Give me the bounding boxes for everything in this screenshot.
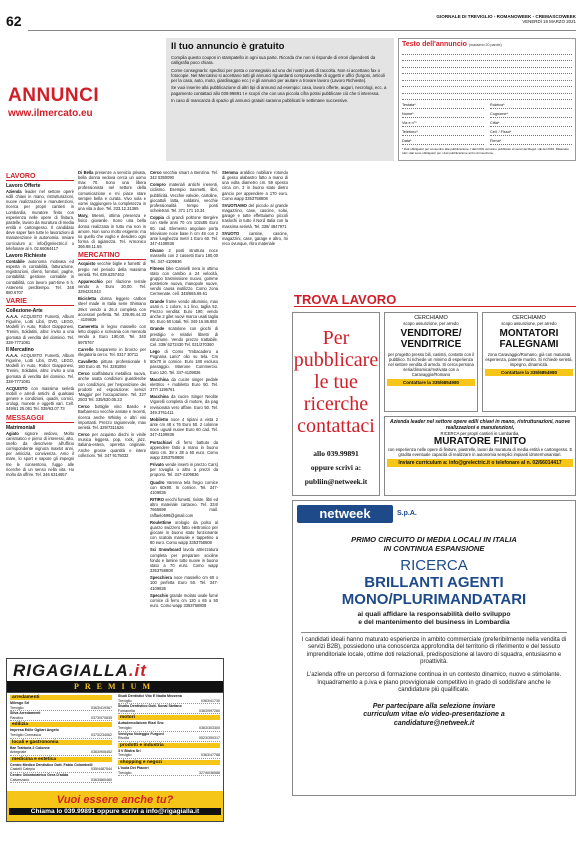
job-ad-subkicker: scopo assunzione, per arredo <box>501 321 557 326</box>
classified-ad-text: di ferro battuto da appendere fatto a mano in buono stato cm. 38 x 38 a 60 euro. Como wapp 3353758808 <box>150 439 218 460</box>
classified-ad-lead: Divano <box>150 248 164 254</box>
classified-ad-text: vecchi fumetti, riviste, libri ed altro materiale cartaceo. Tel. 334/ 7665699 mail. raffaelo598@gmail.com <box>150 497 218 518</box>
classified-ad-text: araldico nobiliare rotondo di gesso alabastro fatto a mano di una volta diametro cm. 59 spesso circa cm. 3 in buono stato dietro gancio per appendere a 170 euro. Como wapp 3353758808 <box>222 170 288 201</box>
classified-ad <box>150 326 218 347</box>
job-ad-text: zona Caravaggio/Romano, già con maturata esperienza, patente munito. Si richiede serietà, impegno, dinamicità. <box>485 352 573 367</box>
directory-phone[interactable]: 0523/350317 <box>199 736 220 741</box>
column-4 <box>222 170 288 248</box>
classified-ad-lead: SVUOTIAMO <box>222 202 247 208</box>
classified-ad-text: per acquisto dischi in vinile musica leggera, pop, rock, jazz, italiana-estera, operetta originale. Anche grosse quantità e intere collezioni. Tel. 347 9175032 <box>78 432 146 458</box>
netweek-job-ad <box>292 500 576 796</box>
free-ad-paragraph: Se vuoi inserire alla pubblicazione di altri tipi di annunci ad esempio: casa, lavoro offerte, auguri, necrologi, ecc. a pagamento contattaci allo 039.99891 t e scopri che con una piccola cifra potrai pubblicare ciò che ti interessa. <box>171 85 387 96</box>
publish-contact-box <box>292 312 380 496</box>
classified-ad-lead: RITIRO <box>150 497 164 503</box>
classified-ad-text: di Como "Imbacadero a Pognana Lario" olio su tela. Cm 60x70 in cornice. Euro 180 escluso passaggio. Marrone Commercio. Euro 120. Tel. 347-4109836 <box>150 349 218 375</box>
job-ad-company: Azienda leader nel settore opere edili chiavi in mano, ristrutturazioni, nuove realizzazioni e manutenzioni, <box>389 419 571 431</box>
netweek-apply: Per partecipare alla selezione inviare curriculum vitae e/o video-presentazione a candidature@netweek.it <box>363 702 505 727</box>
directory-category: edilizia <box>10 722 112 727</box>
coupon-field[interactable]: Telefono* <box>402 130 484 136</box>
directory-phone[interactable]: 0363/905452 <box>91 750 112 755</box>
classified-ad-lead: Coppia <box>150 215 164 221</box>
coupon-field[interactable]: Firma* <box>490 139 572 145</box>
free-ad-title: Il tuo annuncio è gratuito <box>171 41 285 52</box>
classified-subheading: Il Mercatino <box>6 346 34 353</box>
rigagialla-right-list <box>115 693 223 791</box>
classified-ad <box>78 371 146 402</box>
directory-entry <box>118 736 220 742</box>
classified-ad-lead: Specchiera <box>150 575 172 581</box>
directory-entry <box>10 733 112 739</box>
classified-subheading: Matrimoniali <box>6 424 36 431</box>
classified-ad <box>150 215 218 246</box>
classified-ad-lead: Roulettime <box>150 519 172 525</box>
coupon-write-line[interactable] <box>402 94 572 101</box>
directory-business-name: 3 V Biotra Srl <box>118 748 141 753</box>
netweek-ricerca: RICERCA <box>400 557 468 574</box>
classified-ad <box>150 480 218 495</box>
directory-category: arredamenti <box>10 695 112 700</box>
coupon-field[interactable]: Rubrica* <box>490 103 572 109</box>
ad-coupon <box>398 38 576 161</box>
classified-ad-lead: Contabile <box>6 258 25 264</box>
directory-phone[interactable]: 035/4487544 <box>91 767 112 772</box>
directory-place: Pandino <box>10 715 24 720</box>
publish-headline-line: contattaci <box>297 415 375 437</box>
classified-ad-lead: Cerco <box>150 170 162 175</box>
classified-section-heading: MESSAGGI <box>6 415 74 423</box>
classified-ad <box>78 296 146 322</box>
page-header <box>350 14 576 24</box>
directory-phone[interactable]: 0373/234062 <box>91 732 112 737</box>
classified-ad <box>6 386 74 412</box>
coupon-field[interactable]: Data* <box>402 139 484 145</box>
classified-ad-lead: Bicicletta <box>78 296 97 302</box>
classified-ad <box>78 404 146 430</box>
classified-ad <box>150 520 218 546</box>
classified-ad-lead: Macchina <box>150 394 169 400</box>
directory-business-name: Studio Dentistico Dott. Sonai Stefano <box>118 704 182 709</box>
classified-ad-text: trasparente in bronzo per rilegatoria cerco. Tel. 0317 30711 <box>78 346 146 357</box>
trova-lavoro-rule <box>294 306 576 307</box>
classified-ad <box>78 213 146 249</box>
section-title: ANNUNCI <box>8 85 100 106</box>
directory-phone[interactable]: 0363/860460 <box>91 777 112 782</box>
classified-section-heading: MERCATINO <box>78 252 146 260</box>
job-ad-contact[interactable]: Contattare la 335/6854980 <box>485 369 573 376</box>
coupon-note: (massimo 20 parole) <box>468 43 502 47</box>
classified-ad <box>150 462 218 477</box>
classified-section-heading: LAVORO <box>6 173 74 181</box>
classified-ad <box>150 349 218 375</box>
directory-category: locali e gastronomia <box>10 740 112 745</box>
coupon-footnote: * Dati obbligatori per consentire alla pubblicazione. I dati NON verranno pubblicati. Ai sensi del Regol. UE del 2016. Rilasciare tutti i dati sono obbligatori per i dati pubblicazione ai fini di inserzione. <box>402 147 569 155</box>
classified-ad <box>78 359 146 369</box>
classified-ad-text: pittura professionale h 180 Euro 40. Tel. 3281894 <box>78 359 146 370</box>
classified-ad-text: signore vedovo, Molto carismatico e pieno di interessi, alto, snello da descrivere all'ufficio corrispondente signora max64 anni, per amicizia, convivenza. Amo il mare, lo sport e sapore gli impegni me le consentono, fuggo alle ricerche di un senso nella vita. Ho molto da offrire. Tel. 346 6314657 <box>6 430 74 477</box>
netweek-spa: S.p.A. <box>397 510 417 517</box>
classified-ad-text: vecchia smart a Benzina. Tel. 342 5350090 <box>150 170 218 181</box>
trova-lavoro-title: TROVA LAVORO <box>294 292 397 307</box>
classified-ad-text: ACQUISTO Fumetti, Album Figurine, Lotti Libri, DVD, LEGO, Modelli in Auto, Robot Giapponesi, Trenini, Soldatini, altro: invito a una giornata di vendita del dominio. Tel. 328-7771081 <box>6 352 74 384</box>
rigagialla-logo: RIGAGIALLA.it <box>13 661 147 680</box>
classified-ad <box>78 261 146 276</box>
header-rule <box>28 30 576 31</box>
classified-ad-text: donna leggero carbon steel made in Italia serie Shimano 29x4 vendo a 26,4 completa con accessori perfetta. Tel. 339.95.44.33 - 4109836 <box>78 296 146 322</box>
directory-place: Treviglio <box>118 753 132 758</box>
classified-ad-lead: Cerco <box>78 371 90 377</box>
classified-ad <box>150 394 218 415</box>
coupon-field[interactable]: Cell. / Fisso* <box>490 130 572 136</box>
publish-headline-line: ricerche <box>303 393 369 415</box>
classified-ad <box>150 170 218 180</box>
classified-ad-text: orologio da polso al quarzo swizzero fatto elettronico per giocare in buono stato funzionante con scatola manuale e tappetino a 80 euro. Como wapp 3353758808 <box>150 519 218 546</box>
directory-place: Treviglio Cremasca <box>10 732 41 737</box>
coupon-field[interactable]: Nome* <box>402 112 484 118</box>
classified-ad-lead: A.A.A. <box>6 352 19 358</box>
classified-ad <box>150 593 218 608</box>
netweek-rule <box>301 632 567 633</box>
column-2 <box>78 170 146 460</box>
classified-ad-lead: Grande <box>150 298 165 304</box>
classified-ad-text: cantine, cascine, magazzini, case, garage e altro, mi reco ovunque, ritiro materiale <box>222 230 288 247</box>
classified-ad-text: noce massello cm 60 x 100 perfetta Euro 50. Tel. 347-4109836 <box>150 575 218 591</box>
directory-business-name: Studi Dentistici Vito E Nadia Mezzena <box>118 694 182 698</box>
classified-ad-text: bike Carnielli nera in ottimo stato con cambio a 24 velocità, gruppo trasmissione nuovo, gomme posteriore nuova, manopole nuove, vendo causa inutilizzo. Como zona Cermenate. cell. 348/665.69.61 <box>150 265 218 297</box>
netweek-email[interactable]: candidature@netweek.it <box>393 719 475 727</box>
job-ad-contact[interactable]: Inviare curriculum a: info@grelectric.it o telefonare al n. 02/66014417 <box>387 459 573 467</box>
netweek-logo: netweek <box>297 505 393 523</box>
free-ad-paragraph: Come consegnarlo: spedisci per posta o consegnalo ad uno dei nostri punti di raccolta. Non si accettano fax o fotocopie. Nel Mercatino si accettano tutti gli annunci riguardanti compravendite di oggetti e uffici (furgoni, articoli per la casa, auto, moto, giardinaggio ecc.) e gli annunci per aiutare a trovare lavoro (Lavoro Richieste). <box>171 67 385 84</box>
premium-label: PREMIUM <box>7 681 223 692</box>
classified-subheading: Lavoro Offerte <box>6 183 41 189</box>
classified-ad-text: in legno massello con letto doppio e scrivania con mensola vendo a Euro 190,00. Tel. 340 6975767 <box>78 324 146 345</box>
classified-ad-lead: Privato <box>150 462 164 468</box>
directory-category: motori <box>118 715 220 720</box>
publish-phone[interactable]: allo 039.99891 <box>313 449 359 458</box>
job-ad-contact[interactable]: Contattare la 335/6854980 <box>387 379 475 386</box>
banner-contact[interactable]: Chiama lo 039.99891 oppure scrivi a info@rigagialla.it <box>9 808 221 815</box>
classified-ad-text: presenze a servizio privata, bella donna vedova cerca un uomo max 70. Sono una libera professionista nel settore della comunicazione e mi piace stare sempre bella e curata. Vivo sola e vorrei raggiungere la completezza in una vita a due. Tel. 333.12.31365 <box>78 170 146 212</box>
directory-entry <box>118 709 220 715</box>
classified-section-heading: VARIE <box>6 298 74 306</box>
job-ad-title: MURATORE FINITO <box>433 436 527 448</box>
classified-ad <box>78 324 146 345</box>
coupon-title: Testo dell'annuncio (massimo 20 parole) <box>402 41 502 48</box>
job-ad-muratore <box>384 416 576 496</box>
publish-headline <box>293 327 379 437</box>
directory-entry <box>118 753 220 759</box>
classified-ad-text: Varenna tela fregio cornice con 60x90. In cornice. Tel. 347-4109836 <box>150 479 218 495</box>
classified-ad-text: del piccolo al grande magazzino, case, cascine, solai, garage e tutte effettuiamo piccoli traslochi in tutto il Nord Italia con la massima serietà. Tel. 338/ 4847971 <box>222 202 288 229</box>
job-ad-ricerca: RICERCA per propri cantieri in Lombardia, <box>440 431 520 436</box>
rigagialla-premium-box <box>6 658 224 822</box>
directory-phone[interactable]: 0363/303300 <box>199 725 220 730</box>
netweek-title: BRILLANTI AGENTI MONO/PLURIMANDATARI <box>341 574 527 608</box>
directory-business-name: Bar Trattoria 2 Colonne <box>10 745 50 750</box>
classified-ad-lead: Apparecchio <box>78 278 103 284</box>
classified-ad-lead: Specchio <box>150 592 169 598</box>
coupon-field[interactable]: Cognome* <box>490 112 572 118</box>
directory-place: Castelli Calepio <box>10 767 35 772</box>
classified-ad-lead: Portachiavi <box>150 439 173 445</box>
publish-or: oppure scrivi a: <box>310 463 362 472</box>
coupon-field[interactable]: Testata* <box>402 103 484 109</box>
classified-ad <box>150 440 218 461</box>
classified-ad-text: noce 4 ripiani a vista 2 ante cm 48 x 76 Euro 50. 2 colonne noce uguali nuove Euro 60 cad. Tel. 347-4109836 <box>150 416 218 438</box>
classified-ad-lead: Cavalletto <box>78 359 98 364</box>
directory-entry <box>10 716 112 722</box>
classified-ad <box>222 203 288 229</box>
directory-business-name: Impresa Edile Ogliari Angelo <box>10 728 59 733</box>
free-ad-info-box <box>166 38 394 161</box>
classified-ad-lead: Carrello <box>78 346 94 352</box>
free-ad-paragraph: In caso di mancanza di spazio gli annunci gratuiti saranno pubblicati le settimane successive. <box>171 98 349 104</box>
rigagialla-banner <box>7 791 223 821</box>
classified-ad-lead: Di Bella <box>78 170 94 175</box>
directory-place: Treviglio <box>118 770 132 775</box>
classified-ad-lead: Stemma <box>222 170 238 175</box>
classified-ad-text: 56enni, ottima presenza e fisico giovanile. Sono una bella donna realizzata in tutto ma non in amore. Non sono molto esigente: ma so quello che voglio e desidero ogni forma di agiatezza. Tel. Armonico 366.88.11.55 <box>78 213 146 250</box>
classified-ad <box>150 575 218 590</box>
directory-phone[interactable]: 0363/47788 <box>201 753 220 758</box>
netweek-requirements: I candidati ideali hanno maturato esperienze in ambito commerciale (preferibilmente nella vendita di servizi B2B), possiedono una conoscenza approfondita del territorio di riferimento e del tessuto imprenditoriale locale, ottime doti relazionali, predisposizione al lavoro di squadra, entusiasmo e proattività. <box>301 636 567 666</box>
classified-ad <box>222 231 288 246</box>
job-ad-venditore <box>384 312 478 412</box>
classified-ad-text: per rilazione terrale vendo a Euro 20,00. Tel. 3294231043 <box>78 278 146 295</box>
classified-ad-lead: Compro <box>150 182 166 188</box>
directory-place: Antegnate <box>10 750 27 755</box>
classified-ad <box>150 248 218 263</box>
classified-subheading: Collezione-Arte <box>6 307 43 314</box>
classified-ad-text: leader nel settore operè edili chiavi in mano, ristrutturazioni, nuove realizzazioni e manutenzioni, ricerca per propri cantieri in Lombardia, muratore finito con esperienza nelle opere di finitura, pastelle, lavoro da muratura di media entità e cartongesso. Il candidato deve saper fare tutte le lavorazioni di manutenzione in autonomia. Inviare curriculum a: info@grelectric.it o telefonare al n. 02.66064417 <box>6 189 74 251</box>
site-url[interactable]: www.ilmercato.eu <box>8 108 93 119</box>
directory-entry <box>10 778 112 784</box>
netweek-tagline: PRIMO CIRCUITO DI MEDIA LOCALI IN ITALIA IN CONTINUA ESPANSIONE <box>351 535 517 553</box>
classified-ad-lead: Cerco <box>78 432 90 438</box>
classified-ad-lead: Macchina <box>150 376 169 382</box>
classified-ad-text: grande molato ovale fumé cornice di ferro cm 120 x 65 a 50 euro. Como wapp 3353758808 <box>150 592 218 609</box>
directory-place: Calvenzano <box>10 777 29 782</box>
directory-place: Treviglio <box>118 725 132 730</box>
publication-name: GIORNALE DI TREVIGLIO - ROMANOWEEK - CREMASCOWEEK <box>436 14 576 19</box>
classified-ad <box>222 170 288 201</box>
free-ad-paragraph: Compila questo coupon in stampatello in ogni sua parte. Ricorda che non si risponde di errori dipendenti da calligrafia poco chiara. <box>171 55 376 66</box>
classified-ad-text: di grandi poltrone Bergère con stelle anni 70 cm 102x85 Euro 60. cad. Elemento angolare porta televisore noce base h cm 48 con 2 ante lunghezza metri 1 Euro 60. Tel. 347-4109836 <box>150 215 218 247</box>
job-ad-title: MONTATORI FALEGNAMI <box>499 328 559 350</box>
netweek-description: ai quali affidare la responsabilità dello sviluppo e del mantenimento del business in Lombardia <box>357 611 511 627</box>
classified-ad-text: scaffalatura metallica nuova, anche usata condizioni guarderobe con condizioni, per l'esposizione dei prodotti ed esposizione: servizi 'Maggio' per l'occupazione. Tel. 327 2503 Tel. 335/630.05.23 <box>78 371 146 403</box>
classified-ad <box>150 377 218 392</box>
classified-ad <box>78 170 146 211</box>
classified-ad <box>150 266 218 297</box>
classified-ad <box>150 299 218 325</box>
classified-ad-lead: Quadro <box>150 479 165 485</box>
job-ad-kicker: CERCHIAMO <box>512 315 546 321</box>
classified-ad-lead: Mobiletto <box>150 416 169 422</box>
directory-phone[interactable]: 0373/970835 <box>91 715 112 720</box>
job-ad-subkicker: scopo assunzione, per arredo <box>403 321 459 326</box>
classified-ad-lead: A.A.A. <box>6 313 19 319</box>
directory-category: shopping e negozi <box>118 760 220 765</box>
classified-ad-lead: ACQUISTO <box>6 385 28 391</box>
classified-ad <box>6 189 74 251</box>
classified-ad <box>150 417 218 438</box>
classified-ad-text: ACQUISTO Fumetti, Album Figurine, Lotti Libri, DVD, LEGO, Modelli in Auto, Robot Giapponesi, Trenini, Soldatini, altro: invito a una giornata di vendita del dominio. Tel. 328-7771081 <box>6 313 74 345</box>
classified-ad-text: bottiglie vino Barolo e Barbaresco vecchie annate e recenti, ricerca anche Whisky e altri vini importanti. Prezzo ragionevole, max serietà. Tel. 329/7311626 <box>78 404 146 430</box>
classified-ad-text: da cucire Singer Neolite Vigorelli completa di motore, da pag revisionata vero affare. Euro 50. Tel. 349.3761411 <box>150 394 218 415</box>
rigagialla-left-list <box>7 693 115 791</box>
classified-ad <box>6 259 74 295</box>
publish-headline-line: pubblicare <box>293 349 379 371</box>
job-ad-text: con esperienza nelle opere di finiture, piastrelle, lavori da muratura di media entità e cartongesso. E gradita eventuale capacità di realizzare in autonomia semplici impianti idrotermosanitari. <box>387 447 573 458</box>
classified-ad <box>6 314 74 345</box>
job-ad-title: VENDITORE/ VENDITRICE <box>400 328 462 350</box>
classified-ad <box>150 497 218 518</box>
classified-ad-lead: Azienda <box>6 189 22 194</box>
classified-subheading: Lavoro Richieste <box>6 252 47 259</box>
classified-ad-text: vecchie biglie e fumetti: di pregio nel periodo della massima serietà. Tel. 039.6257463 <box>78 261 146 277</box>
job-ad-montatori <box>482 312 576 412</box>
publication-date: VENERDÌ 19 MARZO 2021 <box>522 19 576 25</box>
classified-ad-text: da cucire singer pedale elettrico + mobiletto Euro 50. Tel. 377/ 1195761 <box>150 376 218 393</box>
directory-place: Treviglio <box>10 705 24 710</box>
directory-business-name: Autodemolizione Rizzi Snc <box>118 721 164 726</box>
classified-ad-lead: Sci Snowboard <box>150 547 181 553</box>
column-1 <box>6 170 74 479</box>
directory-phone[interactable]: 327/6036588 <box>199 770 220 775</box>
directory-place: Rivolta <box>118 736 129 741</box>
classified-ad-lead: Fitness <box>150 265 165 271</box>
classified-ad-lead: SVUOTO <box>222 230 240 236</box>
classified-ad <box>6 353 74 384</box>
directory-business-name: Centro Odontoiatrico Gera D'adda <box>10 772 69 777</box>
classified-ad <box>78 432 146 458</box>
classified-ad-lead: Cerco <box>78 404 90 410</box>
classified-ad <box>78 347 146 357</box>
directory-phone[interactable]: 0363/419367 <box>91 705 112 710</box>
classified-ad-lead: Agiato <box>6 430 19 436</box>
directory-category: prodotti e industria <box>118 743 220 748</box>
classified-ad-lead: Lego <box>150 349 160 354</box>
page-number: 62 <box>6 13 22 29</box>
directory-category: medicina e estetica <box>10 757 112 762</box>
classified-ad <box>150 182 218 213</box>
classified-ad-text: 2 posti struttura noce massello con 2 cassetti Euro 180,00 Tel. 347-4109836 <box>150 248 218 264</box>
rigagialla-header <box>7 659 223 693</box>
classified-ad-text: materiali antichi inerenti, ciclismo. Esempio trasmetti, libri, pubblicità. Vecchie valvole, cartoline, giocattoli latta, soldatini, vecchie professionalità tempo ponti scheletrati. Tel. 371 171 10.34 <box>150 182 218 214</box>
classified-ad <box>6 431 74 477</box>
classified-ad-lead: Grande <box>150 326 165 332</box>
classified-ad-text: frame vendo alluminio, max usati n. 1 colore, n.1 lino, taglia 52. Prezzo vendita: Euro 190; vendo anche 2 gilet nuovi marca usati taglia 50. Euro 50 totali. Tel. 349 16.86.893 <box>150 298 218 325</box>
classified-ad <box>150 547 218 573</box>
directory-phone[interactable]: 0363/41730 <box>201 698 220 703</box>
coupon-field[interactable]: Città* <box>490 121 572 127</box>
directory-phone[interactable]: 0363/997260 <box>199 708 220 713</box>
directory-entry <box>10 750 112 756</box>
classified-ad-lead: Acquisto <box>78 261 96 267</box>
classified-ad-text: vende inserti in prezzo Cars) per tovaglia o altro a prezzi da proporsi. Tel. 347-4109836 <box>150 462 218 478</box>
job-ad-kicker: CERCHIAMO <box>414 315 448 321</box>
directory-business-name: Vendyou Noleggio Furgoni <box>118 731 164 736</box>
directory-business-name: L'isola Dei Piaceri <box>118 765 149 770</box>
directory-entry <box>118 771 220 777</box>
publish-headline-line: Per <box>322 327 350 349</box>
classified-ad-lead: Cameretta <box>78 324 99 330</box>
classified-ad-text: scatolone con giochi di prestigio e relativi libretti di istruzione. Vendo prezzo trattabile. Cel. 339/ 6272430 Tel. 031/270360 <box>150 326 218 347</box>
banner-headline: Vuoi essere anche tu? <box>56 794 174 806</box>
job-ad-text: per progetto presso bili, casistri, contatto con il pubblico. Si richiede un minimo di esperienza nel settore vendita di arredo. Si cerca persona seria/dinamica/motivata con a Caravaggio/Romano <box>387 352 475 377</box>
directory-place: Treviglio <box>118 698 132 703</box>
column-3 <box>150 170 218 610</box>
classified-ad-text: lavola attrezzatura completa per preparare scioline fondo e lamine tutto nuove in buono stato a 70 euro. Como wapp 3353758808 <box>150 547 218 574</box>
classified-ad-text: autonoma motivata ed esperta in contabilità, fatturazione, registrazioni, clienti, fornitori, paghe, contabilità: gestione contabile in contabilità, con lavoro part-time 6 h. Astenersi perditempo. Tel. 348 880.6707 <box>6 258 74 295</box>
classified-ad-text: con massima serietà mobili e arredi antichi di qualsiasi genere e condizioni, quadri, cornici, orologi, monete e oggetti vari. Cell. 349/61 25.061 Tel. 039/63.07.73 <box>6 385 74 412</box>
publish-headline-line: le tue <box>314 371 358 393</box>
directory-business-name: Silva Arredamenti <box>10 711 41 716</box>
classified-ad <box>78 279 146 294</box>
directory-place: Fontanella <box>118 708 135 713</box>
coupon-field[interactable]: Via e n°* <box>402 121 484 127</box>
directory-business-name: Centro Medico Dentistico Dott. Fabio Colombelli <box>10 762 93 767</box>
netweek-offer: L'azienda offre un percorso di formazione continua in un contesto dinamico, nuovo e stimolante. Inquadramento a p.iva e piano provvigionale competitivo in grado di soddisfare anche le candidature più qualificate. <box>306 672 562 694</box>
classified-ad-lead: Mary, <box>78 213 89 219</box>
publish-email[interactable]: publiin@netweek.it <box>304 477 368 486</box>
directory-business-name: Milesgo Srl <box>10 701 30 705</box>
